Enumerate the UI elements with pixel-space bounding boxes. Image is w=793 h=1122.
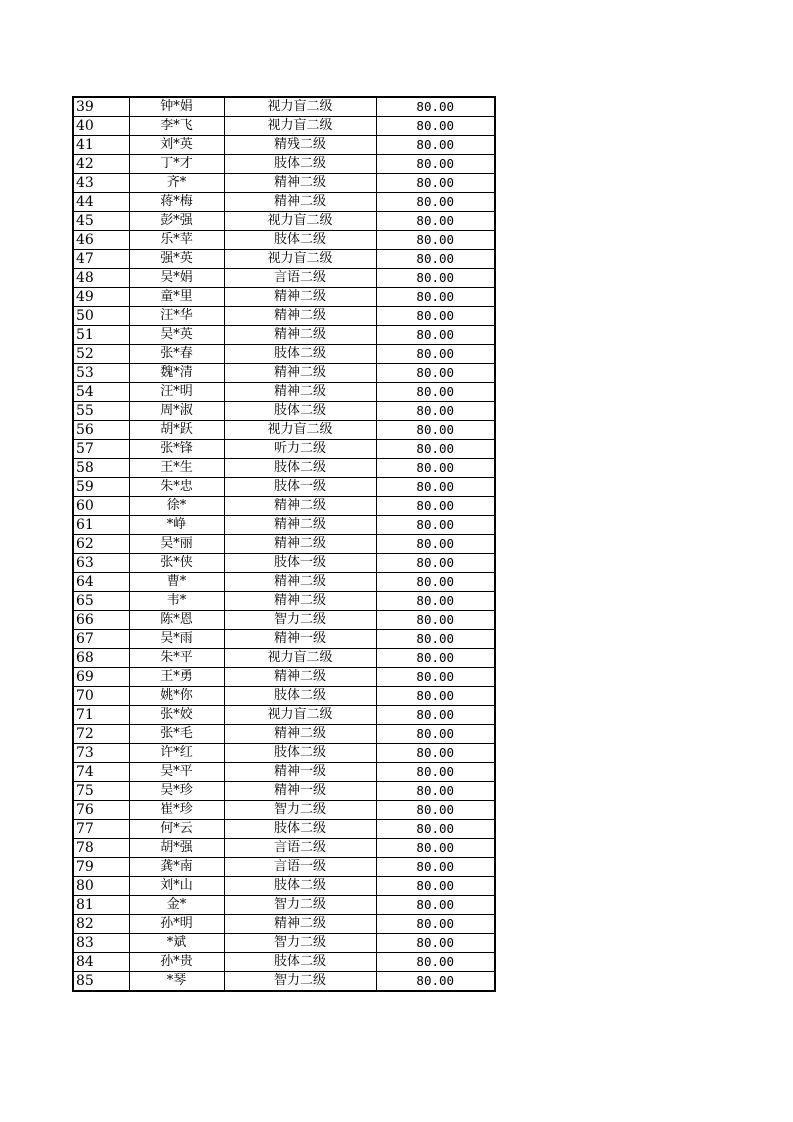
table-row bbox=[73, 573, 495, 592]
name-cell: 丁*才 bbox=[129, 155, 224, 174]
amount-cell: 80.00 bbox=[376, 478, 495, 497]
amount-cell: 80.00 bbox=[376, 820, 495, 839]
table-row bbox=[73, 535, 495, 554]
amount-cell: 80.00 bbox=[376, 535, 495, 554]
name-cell: 徐* bbox=[129, 497, 224, 516]
amount-cell: 80.00 bbox=[376, 744, 495, 763]
subsidy-table-body bbox=[73, 97, 495, 991]
row-number-cell: 71 bbox=[73, 706, 129, 725]
disability-type-cell: 精神一级 bbox=[224, 630, 376, 649]
disability-type-cell: 肢体二级 bbox=[224, 402, 376, 421]
disability-type-cell: 言语二级 bbox=[224, 839, 376, 858]
row-number-cell: 52 bbox=[73, 345, 129, 364]
row-number-cell: 66 bbox=[73, 611, 129, 630]
name-cell: 周*淑 bbox=[129, 402, 224, 421]
table-row bbox=[73, 307, 495, 326]
row-number-cell: 48 bbox=[73, 269, 129, 288]
table-row bbox=[73, 97, 495, 117]
amount-cell: 80.00 bbox=[376, 288, 495, 307]
name-cell: 吴*雨 bbox=[129, 630, 224, 649]
table-row bbox=[73, 212, 495, 231]
table-row bbox=[73, 896, 495, 915]
name-cell: 陈*恩 bbox=[129, 611, 224, 630]
name-cell: 胡*强 bbox=[129, 839, 224, 858]
table-row bbox=[73, 668, 495, 687]
name-cell: 张*侠 bbox=[129, 554, 224, 573]
row-number-cell: 70 bbox=[73, 687, 129, 706]
table-row bbox=[73, 953, 495, 972]
amount-cell: 80.00 bbox=[376, 972, 495, 992]
row-number-cell: 46 bbox=[73, 231, 129, 250]
name-cell: 朱*忠 bbox=[129, 478, 224, 497]
table-row bbox=[73, 136, 495, 155]
table-row bbox=[73, 820, 495, 839]
row-number-cell: 64 bbox=[73, 573, 129, 592]
disability-type-cell: 精神二级 bbox=[224, 725, 376, 744]
amount-cell: 80.00 bbox=[376, 250, 495, 269]
amount-cell: 80.00 bbox=[376, 136, 495, 155]
name-cell: 乐*苹 bbox=[129, 231, 224, 250]
row-number-cell: 79 bbox=[73, 858, 129, 877]
row-number-cell: 81 bbox=[73, 896, 129, 915]
disability-type-cell: 肢体二级 bbox=[224, 744, 376, 763]
row-number-cell: 54 bbox=[73, 383, 129, 402]
table-row bbox=[73, 155, 495, 174]
table-row bbox=[73, 915, 495, 934]
amount-cell: 80.00 bbox=[376, 212, 495, 231]
amount-cell: 80.00 bbox=[376, 915, 495, 934]
name-cell: 金* bbox=[129, 896, 224, 915]
name-cell: 龚*南 bbox=[129, 858, 224, 877]
disability-type-cell: 智力二级 bbox=[224, 972, 376, 992]
name-cell: 吴*娟 bbox=[129, 269, 224, 288]
name-cell: 齐* bbox=[129, 174, 224, 193]
amount-cell: 80.00 bbox=[376, 668, 495, 687]
row-number-cell: 49 bbox=[73, 288, 129, 307]
name-cell: 吴*平 bbox=[129, 763, 224, 782]
row-number-cell: 77 bbox=[73, 820, 129, 839]
name-cell: 何*云 bbox=[129, 820, 224, 839]
name-cell: 钟*娟 bbox=[129, 97, 224, 117]
disability-type-cell: 视力盲二级 bbox=[224, 250, 376, 269]
disability-type-cell: 精神一级 bbox=[224, 763, 376, 782]
table-row bbox=[73, 877, 495, 896]
row-number-cell: 78 bbox=[73, 839, 129, 858]
table-row bbox=[73, 478, 495, 497]
row-number-cell: 69 bbox=[73, 668, 129, 687]
row-number-cell: 76 bbox=[73, 801, 129, 820]
amount-cell: 80.00 bbox=[376, 174, 495, 193]
amount-cell: 80.00 bbox=[376, 953, 495, 972]
row-number-cell: 51 bbox=[73, 326, 129, 345]
table-row bbox=[73, 117, 495, 136]
table-row bbox=[73, 326, 495, 345]
amount-cell: 80.00 bbox=[376, 364, 495, 383]
disability-type-cell: 精神二级 bbox=[224, 174, 376, 193]
row-number-cell: 80 bbox=[73, 877, 129, 896]
table-row bbox=[73, 554, 495, 573]
name-cell: 汪*华 bbox=[129, 307, 224, 326]
disability-type-cell: 精神二级 bbox=[224, 497, 376, 516]
disability-type-cell: 肢体二级 bbox=[224, 877, 376, 896]
amount-cell: 80.00 bbox=[376, 383, 495, 402]
table-row bbox=[73, 174, 495, 193]
disability-type-cell: 言语一级 bbox=[224, 858, 376, 877]
table-row bbox=[73, 858, 495, 877]
row-number-cell: 84 bbox=[73, 953, 129, 972]
name-cell: 孙*贵 bbox=[129, 953, 224, 972]
disability-type-cell: 精神二级 bbox=[224, 668, 376, 687]
table-row bbox=[73, 459, 495, 478]
disability-type-cell: 精神二级 bbox=[224, 383, 376, 402]
name-cell: 张*毛 bbox=[129, 725, 224, 744]
disability-type-cell: 视力盲二级 bbox=[224, 212, 376, 231]
disability-type-cell: 精神二级 bbox=[224, 535, 376, 554]
disability-type-cell: 肢体二级 bbox=[224, 687, 376, 706]
row-number-cell: 74 bbox=[73, 763, 129, 782]
row-number-cell: 60 bbox=[73, 497, 129, 516]
table-row bbox=[73, 744, 495, 763]
amount-cell: 80.00 bbox=[376, 117, 495, 136]
name-cell: 强*英 bbox=[129, 250, 224, 269]
name-cell: 刘*英 bbox=[129, 136, 224, 155]
table-row bbox=[73, 402, 495, 421]
row-number-cell: 50 bbox=[73, 307, 129, 326]
table-row bbox=[73, 364, 495, 383]
table-row bbox=[73, 801, 495, 820]
amount-cell: 80.00 bbox=[376, 611, 495, 630]
disability-type-cell: 智力二级 bbox=[224, 611, 376, 630]
name-cell: 彭*强 bbox=[129, 212, 224, 231]
row-number-cell: 62 bbox=[73, 535, 129, 554]
disability-type-cell: 肢体二级 bbox=[224, 820, 376, 839]
table-row bbox=[73, 687, 495, 706]
name-cell: 李*飞 bbox=[129, 117, 224, 136]
amount-cell: 80.00 bbox=[376, 839, 495, 858]
table-row bbox=[73, 497, 495, 516]
row-number-cell: 68 bbox=[73, 649, 129, 668]
row-number-cell: 47 bbox=[73, 250, 129, 269]
disability-type-cell: 智力二级 bbox=[224, 934, 376, 953]
row-number-cell: 40 bbox=[73, 117, 129, 136]
amount-cell: 80.00 bbox=[376, 231, 495, 250]
amount-cell: 80.00 bbox=[376, 269, 495, 288]
name-cell: *琴 bbox=[129, 972, 224, 992]
name-cell: 吴*丽 bbox=[129, 535, 224, 554]
disability-type-cell: 肢体二级 bbox=[224, 231, 376, 250]
amount-cell: 80.00 bbox=[376, 345, 495, 364]
name-cell: 张*春 bbox=[129, 345, 224, 364]
table-row bbox=[73, 288, 495, 307]
amount-cell: 80.00 bbox=[376, 459, 495, 478]
disability-type-cell: 精神二级 bbox=[224, 592, 376, 611]
disability-type-cell: 智力二级 bbox=[224, 801, 376, 820]
amount-cell: 80.00 bbox=[376, 193, 495, 212]
table-row bbox=[73, 383, 495, 402]
amount-cell: 80.00 bbox=[376, 440, 495, 459]
subsidy-table bbox=[72, 96, 496, 992]
name-cell: 张*姣 bbox=[129, 706, 224, 725]
table-row bbox=[73, 839, 495, 858]
name-cell: 胡*跃 bbox=[129, 421, 224, 440]
table-row bbox=[73, 706, 495, 725]
disability-type-cell: 精残二级 bbox=[224, 136, 376, 155]
row-number-cell: 43 bbox=[73, 174, 129, 193]
amount-cell: 80.00 bbox=[376, 877, 495, 896]
name-cell: 许*红 bbox=[129, 744, 224, 763]
row-number-cell: 55 bbox=[73, 402, 129, 421]
amount-cell: 80.00 bbox=[376, 649, 495, 668]
amount-cell: 80.00 bbox=[376, 801, 495, 820]
table-row bbox=[73, 440, 495, 459]
disability-type-cell: 精神二级 bbox=[224, 516, 376, 535]
row-number-cell: 65 bbox=[73, 592, 129, 611]
name-cell: 崔*珍 bbox=[129, 801, 224, 820]
row-number-cell: 83 bbox=[73, 934, 129, 953]
row-number-cell: 59 bbox=[73, 478, 129, 497]
amount-cell: 80.00 bbox=[376, 687, 495, 706]
row-number-cell: 75 bbox=[73, 782, 129, 801]
disability-type-cell: 肢体二级 bbox=[224, 459, 376, 478]
row-number-cell: 67 bbox=[73, 630, 129, 649]
amount-cell: 80.00 bbox=[376, 725, 495, 744]
disability-type-cell: 智力二级 bbox=[224, 896, 376, 915]
disability-type-cell: 肢体二级 bbox=[224, 953, 376, 972]
disability-type-cell: 精神二级 bbox=[224, 288, 376, 307]
table-row bbox=[73, 630, 495, 649]
amount-cell: 80.00 bbox=[376, 896, 495, 915]
name-cell: 朱*平 bbox=[129, 649, 224, 668]
amount-cell: 80.00 bbox=[376, 497, 495, 516]
amount-cell: 80.00 bbox=[376, 706, 495, 725]
name-cell: *峥 bbox=[129, 516, 224, 535]
amount-cell: 80.00 bbox=[376, 516, 495, 535]
table-row bbox=[73, 972, 495, 992]
amount-cell: 80.00 bbox=[376, 630, 495, 649]
row-number-cell: 58 bbox=[73, 459, 129, 478]
table-row bbox=[73, 782, 495, 801]
amount-cell: 80.00 bbox=[376, 934, 495, 953]
name-cell: 蒋*梅 bbox=[129, 193, 224, 212]
amount-cell: 80.00 bbox=[376, 858, 495, 877]
name-cell: 吴*英 bbox=[129, 326, 224, 345]
name-cell: 魏*清 bbox=[129, 364, 224, 383]
name-cell: 孙*明 bbox=[129, 915, 224, 934]
disability-type-cell: 视力盲二级 bbox=[224, 649, 376, 668]
disability-type-cell: 肢体一级 bbox=[224, 554, 376, 573]
name-cell: *斌 bbox=[129, 934, 224, 953]
table-row bbox=[73, 231, 495, 250]
table-row bbox=[73, 763, 495, 782]
row-number-cell: 72 bbox=[73, 725, 129, 744]
table-row bbox=[73, 592, 495, 611]
disability-type-cell: 精神二级 bbox=[224, 915, 376, 934]
name-cell: 姚*你 bbox=[129, 687, 224, 706]
row-number-cell: 56 bbox=[73, 421, 129, 440]
disability-type-cell: 肢体一级 bbox=[224, 478, 376, 497]
disability-type-cell: 精神二级 bbox=[224, 193, 376, 212]
disability-type-cell: 精神二级 bbox=[224, 326, 376, 345]
row-number-cell: 63 bbox=[73, 554, 129, 573]
row-number-cell: 73 bbox=[73, 744, 129, 763]
amount-cell: 80.00 bbox=[376, 402, 495, 421]
amount-cell: 80.00 bbox=[376, 763, 495, 782]
disability-type-cell: 精神二级 bbox=[224, 573, 376, 592]
row-number-cell: 57 bbox=[73, 440, 129, 459]
name-cell: 曹* bbox=[129, 573, 224, 592]
table-row bbox=[73, 934, 495, 953]
name-cell: 汪*明 bbox=[129, 383, 224, 402]
table-row bbox=[73, 516, 495, 535]
amount-cell: 80.00 bbox=[376, 782, 495, 801]
name-cell: 童*里 bbox=[129, 288, 224, 307]
amount-cell: 80.00 bbox=[376, 97, 495, 117]
name-cell: 王*勇 bbox=[129, 668, 224, 687]
row-number-cell: 45 bbox=[73, 212, 129, 231]
row-number-cell: 61 bbox=[73, 516, 129, 535]
amount-cell: 80.00 bbox=[376, 421, 495, 440]
disability-type-cell: 精神二级 bbox=[224, 307, 376, 326]
disability-type-cell: 肢体二级 bbox=[224, 345, 376, 364]
name-cell: 韦* bbox=[129, 592, 224, 611]
table-row bbox=[73, 345, 495, 364]
disability-type-cell: 听力二级 bbox=[224, 440, 376, 459]
amount-cell: 80.00 bbox=[376, 155, 495, 174]
disability-type-cell: 肢体二级 bbox=[224, 155, 376, 174]
row-number-cell: 82 bbox=[73, 915, 129, 934]
table-row bbox=[73, 269, 495, 288]
name-cell: 刘*山 bbox=[129, 877, 224, 896]
disability-type-cell: 视力盲二级 bbox=[224, 421, 376, 440]
row-number-cell: 42 bbox=[73, 155, 129, 174]
row-number-cell: 85 bbox=[73, 972, 129, 992]
name-cell: 王*生 bbox=[129, 459, 224, 478]
table-row bbox=[73, 250, 495, 269]
name-cell: 吴*珍 bbox=[129, 782, 224, 801]
disability-type-cell: 精神二级 bbox=[224, 364, 376, 383]
row-number-cell: 44 bbox=[73, 193, 129, 212]
amount-cell: 80.00 bbox=[376, 326, 495, 345]
amount-cell: 80.00 bbox=[376, 554, 495, 573]
amount-cell: 80.00 bbox=[376, 573, 495, 592]
amount-cell: 80.00 bbox=[376, 592, 495, 611]
table-row bbox=[73, 421, 495, 440]
disability-type-cell: 言语二级 bbox=[224, 269, 376, 288]
row-number-cell: 53 bbox=[73, 364, 129, 383]
table-row bbox=[73, 611, 495, 630]
disability-type-cell: 视力盲二级 bbox=[224, 706, 376, 725]
row-number-cell: 39 bbox=[73, 97, 129, 117]
disability-type-cell: 视力盲二级 bbox=[224, 117, 376, 136]
disability-type-cell: 精神一级 bbox=[224, 782, 376, 801]
table-row bbox=[73, 725, 495, 744]
row-number-cell: 41 bbox=[73, 136, 129, 155]
table-row bbox=[73, 649, 495, 668]
disability-type-cell: 视力盲二级 bbox=[224, 97, 376, 117]
name-cell: 张*锋 bbox=[129, 440, 224, 459]
table-row bbox=[73, 193, 495, 212]
amount-cell: 80.00 bbox=[376, 307, 495, 326]
